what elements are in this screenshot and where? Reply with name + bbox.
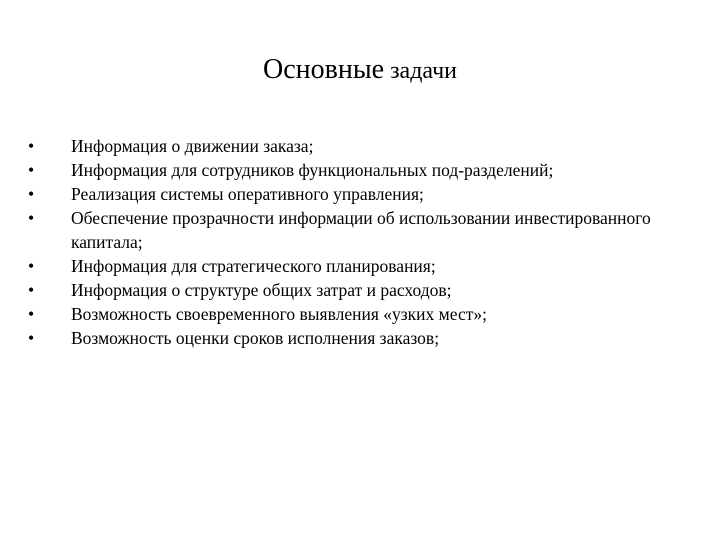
bullet-icon: • [28,160,35,180]
bullet-text: Реализация системы оперативного управления; [71,184,424,204]
bullet-item [28,254,688,278]
slide-title-main: Основные [262,54,385,85]
bullet-icon: • [28,184,35,204]
bullet-item [28,278,688,302]
bullet-text: Информация о структуре общих затрат и расходов; [71,280,452,300]
bullet-item [28,134,688,158]
bullet-list [28,134,688,350]
bullet-icon: • [28,208,35,228]
bullet-item [28,326,688,350]
bullet-item [28,182,688,206]
bullet-icon: • [28,280,35,300]
bullet-text: Информация для стратегического планирования; [71,256,436,276]
bullet-icon: • [28,136,35,156]
bullet-text: Информация о движении заказа; [71,136,314,156]
bullet-icon: • [28,328,35,348]
bullet-text: Информация для сотрудников функциональных под-разделений; [71,160,554,180]
bullet-item [28,302,688,326]
bullet-icon: • [28,304,35,324]
bullet-item [28,206,688,254]
slide-title [0,52,720,92]
bullet-text: Возможность оценки сроков исполнения заказов; [71,328,440,348]
bullet-text: Обеспечение прозрачности информации об использовании инвестированного капитала; [71,208,651,252]
slide-title-rest: задачи [384,58,458,84]
bullet-text: Возможность своевременного выявления «узких мест»; [71,304,487,324]
bullet-item [28,158,688,182]
bullet-icon: • [28,256,35,276]
